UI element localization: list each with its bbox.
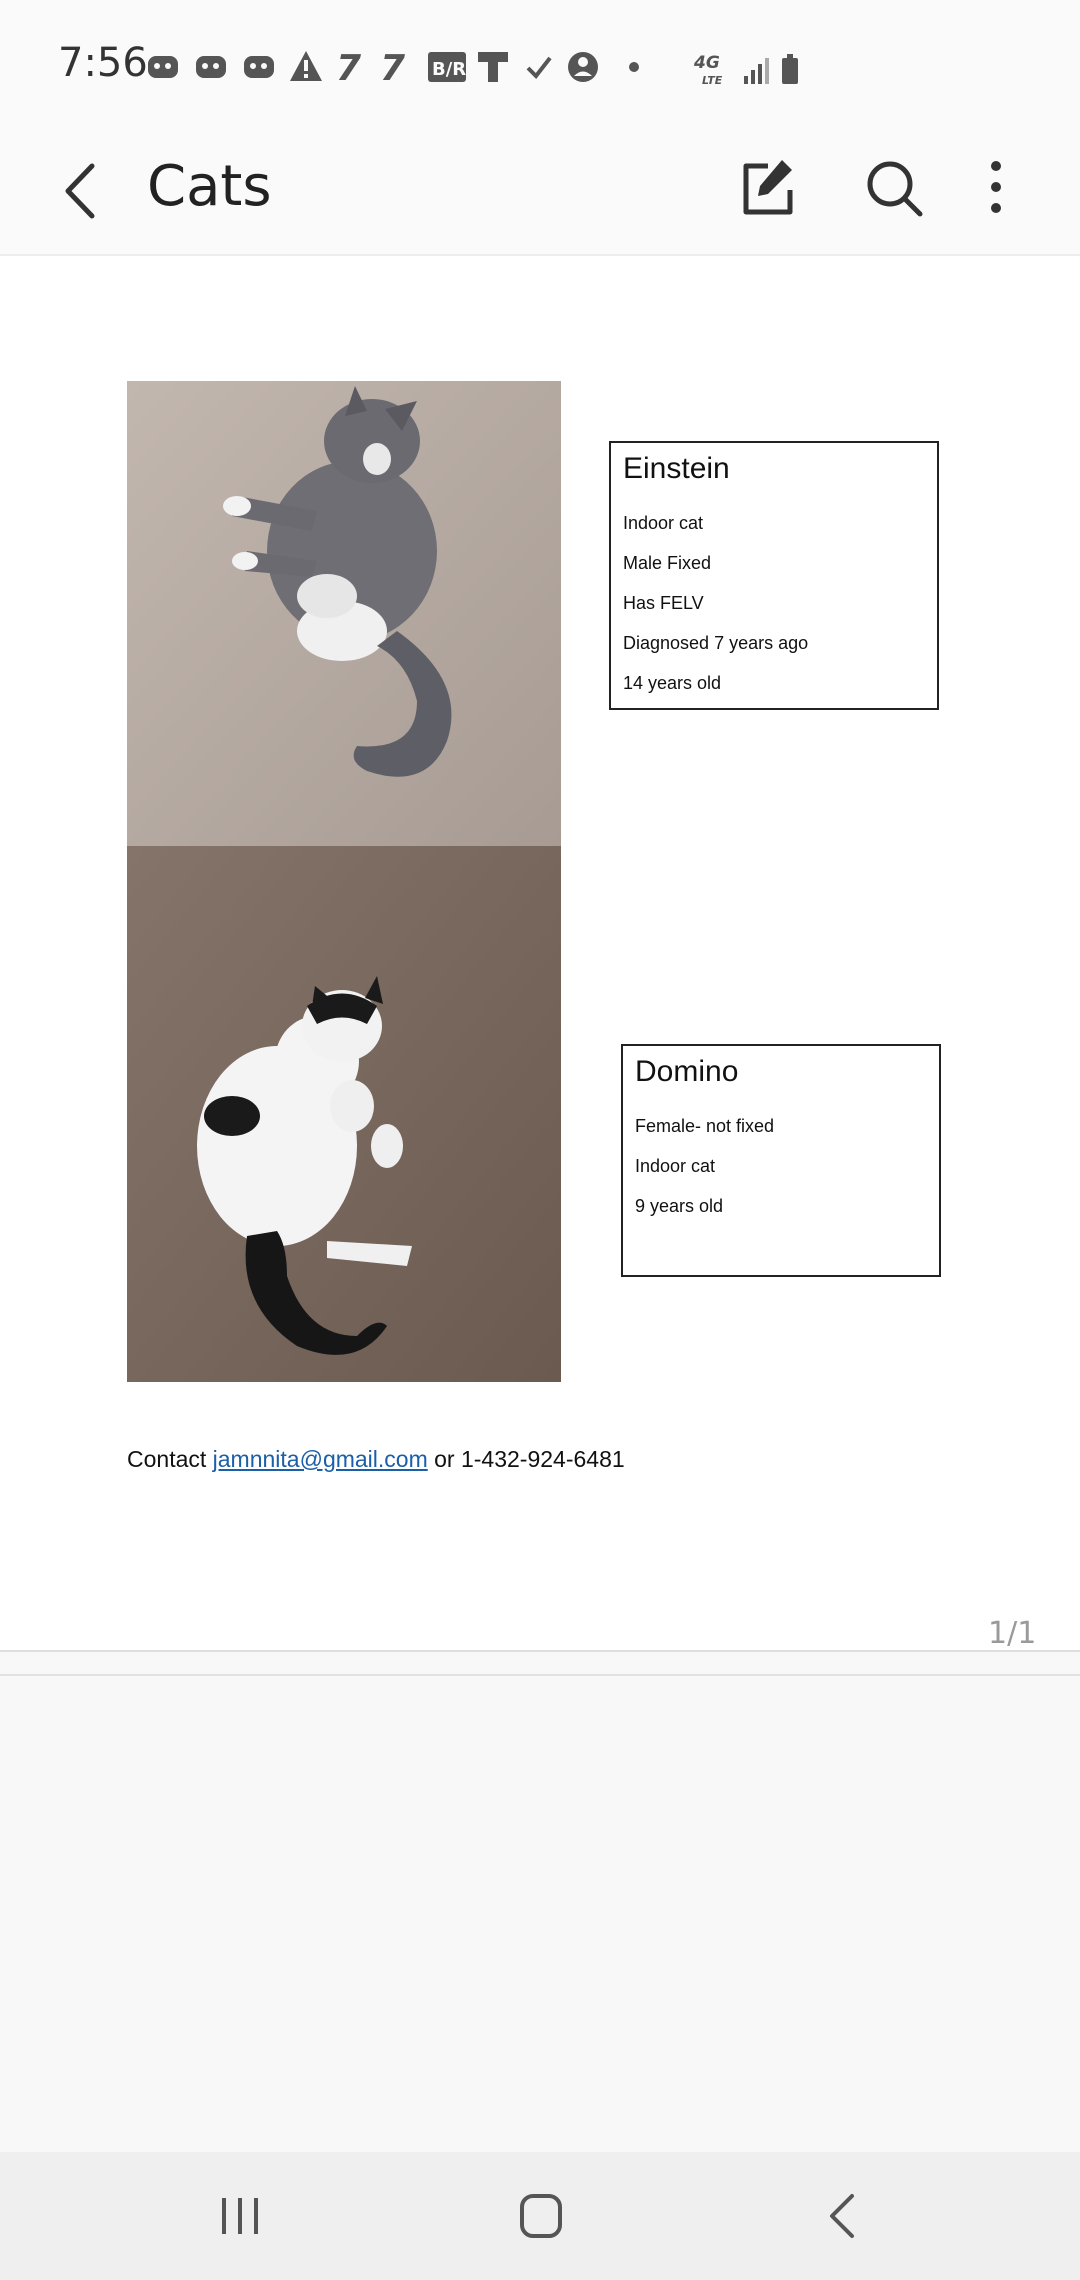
cat-detail: Female- not fixed: [635, 1116, 775, 1136]
svg-text:7: 7: [336, 48, 362, 88]
seven-app-icon: [380, 48, 405, 88]
recent-apps-icon[interactable]: [208, 2184, 272, 2248]
page-indicator: 1/1: [988, 1616, 1037, 1651]
dot-icon: [629, 62, 639, 72]
svg-text:B/R: B/R: [432, 59, 467, 80]
cat-detail: Has FELV: [623, 593, 704, 613]
signal-icon: [744, 58, 769, 84]
contact-phone: or 1-432-924-6481: [427, 1446, 625, 1472]
cat-name: Domino: [635, 1055, 739, 1088]
svg-text:4G: 4G: [694, 53, 720, 73]
cat-detail: 9 years old: [635, 1196, 724, 1216]
discord-icon: [196, 56, 226, 78]
system-nav-bar: [0, 2152, 1080, 2280]
contact-prefix: Contact: [127, 1446, 213, 1472]
status-bar: [0, 0, 1080, 130]
battery-icon: [782, 54, 798, 84]
cat-detail: Diagnosed 7 years ago: [623, 633, 809, 653]
back-arrow-icon[interactable]: [56, 156, 106, 226]
more-options-icon[interactable]: [976, 152, 1016, 222]
lte-icon: [693, 53, 723, 87]
notification-icons: [148, 48, 658, 88]
search-icon[interactable]: [864, 152, 924, 222]
account-icon: [568, 52, 598, 82]
email-link[interactable]: jamnnita@gmail.com: [212, 1446, 428, 1472]
cat-detail: Male Fixed: [623, 553, 712, 573]
cat-name: Einstein: [623, 452, 730, 485]
check-icon: [528, 58, 550, 76]
back-nav-icon[interactable]: [812, 2184, 876, 2248]
document-page[interactable]: [0, 256, 1080, 1652]
contact-line: [127, 1446, 625, 1473]
bleacher-report-icon: [428, 52, 466, 82]
svg-text:LTE: LTE: [702, 74, 723, 87]
status-time: 7:56: [58, 40, 148, 86]
cat-detail: Indoor cat: [623, 513, 704, 533]
page-divider: [0, 1674, 1080, 1676]
warning-icon: [290, 51, 322, 81]
einstein-photo: [127, 381, 561, 846]
cat-detail: Indoor cat: [635, 1156, 716, 1176]
domino-photo: [127, 846, 561, 1382]
svg-text:7: 7: [380, 48, 406, 88]
app-bar: [0, 130, 1080, 256]
cat-info-box-einstein: [609, 441, 939, 710]
system-status-icons: [692, 48, 812, 88]
home-icon[interactable]: [508, 2184, 572, 2248]
edit-icon[interactable]: [738, 152, 794, 222]
discord-icon: [148, 56, 178, 78]
page-title: Cats: [147, 154, 272, 219]
seven-app-icon: [336, 48, 361, 88]
cat-info-box-domino: [621, 1044, 941, 1277]
discord-icon: [244, 56, 274, 78]
hand-icon: [478, 52, 508, 82]
cat-detail: 14 years old: [623, 673, 722, 693]
